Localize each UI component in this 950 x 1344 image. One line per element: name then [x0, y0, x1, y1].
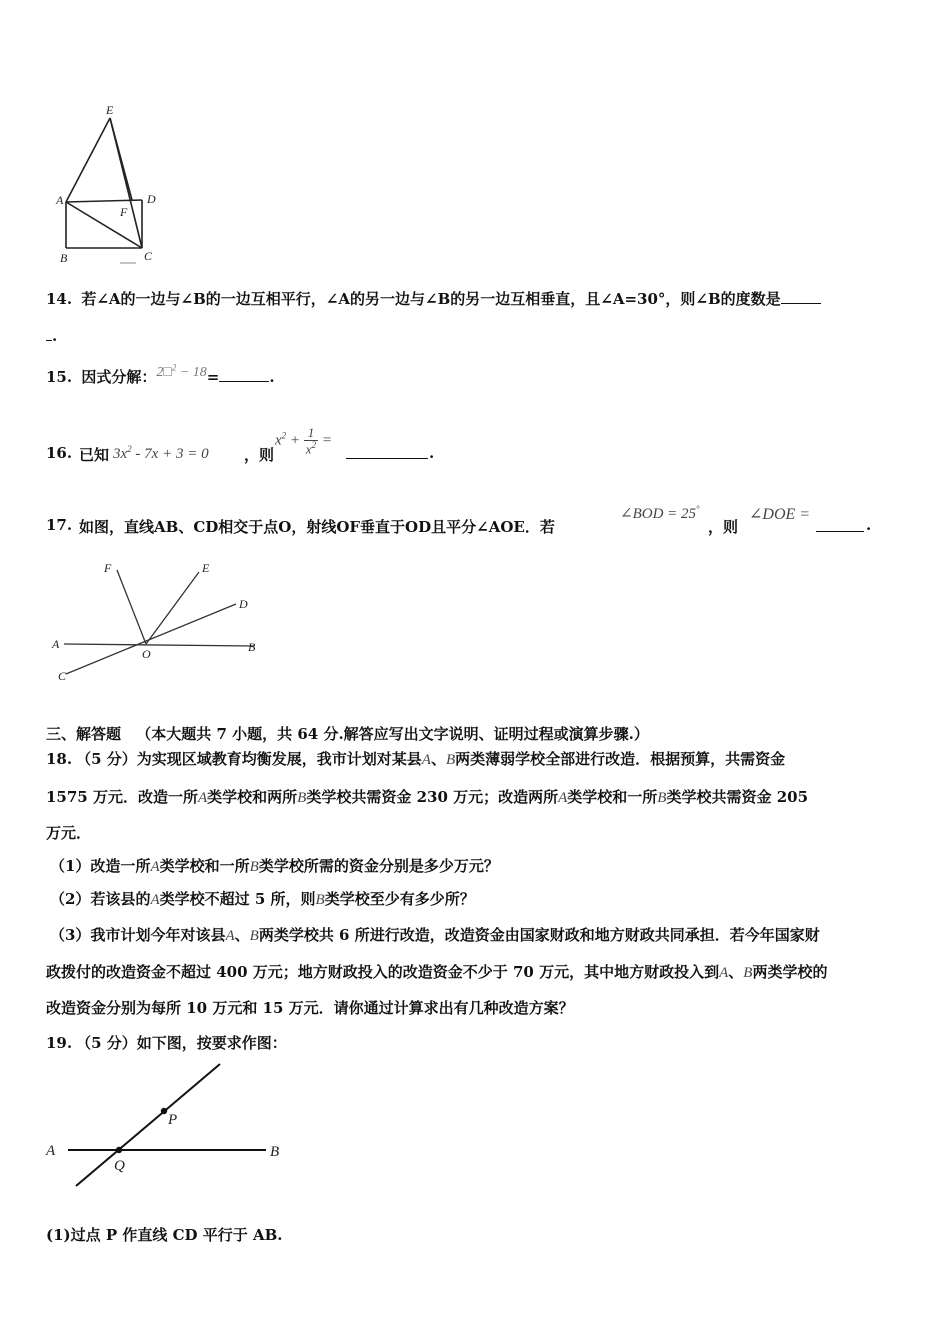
question-number: 15.	[46, 368, 73, 386]
question-18-line-1: 18. （5 分）为实现区域教育均衡发展，我市计划对某县A、B两类薄弱学校全部进行改造．根据预算，共需资金	[46, 750, 786, 768]
question-18-sub-2: （2）若该县的A类学校不超过 5 所，则B类学校至少有多少所？	[50, 890, 475, 908]
question-number: 18.	[46, 750, 73, 768]
question-text: 若∠A的一边与∠B的一边互相平行，∠A的另一边与∠B的另一边互相垂直，且∠A=30°，则∠B的度数是	[81, 290, 781, 308]
point-q[interactable]	[116, 1147, 122, 1153]
question-score: （5 分）	[76, 750, 137, 768]
label-a: A	[56, 193, 64, 207]
question-19-sub-1: (1)过点 P 作直线 CD 平行于 AB.	[46, 1226, 283, 1244]
question-18-sub-3-line-1: （3）我市计划今年对该县A、B两类学校共 6 所进行改造，改造资金由国家财政和地方财政共同承担．若今年国家财	[50, 926, 820, 944]
question-text: 已知	[79, 446, 110, 464]
question-19	[46, 1032, 287, 1053]
question-text: 如图，直线AB、CD相交于点O，射线OF垂直于OD且平分∠AOE．若	[79, 518, 555, 536]
question-number: 19.	[46, 1034, 73, 1052]
question-18-line-2: 1575 万元．改造一所A类学校和两所B类学校共需资金 230 万元；改造两所A类学校和一所B类学校共需资金 205	[46, 788, 809, 806]
geometry-figure-q13	[52, 100, 162, 268]
label-a: A	[52, 637, 60, 651]
label-b: B	[270, 1144, 280, 1160]
label-b: B	[60, 251, 68, 265]
question-15: 15. 因式分解：2□$^2$ − 18= .	[46, 362, 275, 386]
label-c: C	[58, 669, 67, 683]
question-text: 如下图，按要求作图：	[136, 1034, 287, 1052]
equation: $3x^2 - 7x + 3 = 0$	[113, 444, 209, 462]
point-p[interactable]	[161, 1108, 167, 1114]
expression: 2□$^2$ − 18	[156, 362, 207, 380]
expression: $x^2$ + $\frac{1}{x^2}$ =	[275, 425, 332, 456]
label-e: E	[202, 561, 210, 575]
asked-angle: ∠DOE =	[749, 506, 811, 523]
question-18-line-3: 万元．	[46, 824, 92, 842]
label-o: O	[142, 647, 151, 661]
question-18-sub-1: （1）改造一所A类学校和一所B类学校所需的资金分别是多少万元？	[50, 857, 499, 875]
question-14	[46, 288, 821, 309]
answer-blank[interactable]	[219, 367, 269, 382]
answer-blank[interactable]	[346, 444, 428, 459]
question-number: 14.	[46, 290, 73, 308]
section-title: 三、解答题	[46, 725, 122, 743]
question-18-sub-3-line-3: 改造资金分别为每所 10 万元和 15 万元．请你通过计算求出有几种改造方案？	[46, 999, 574, 1017]
label-a: A	[46, 1143, 56, 1159]
given-angle: ∠BOD = 25°	[620, 504, 700, 522]
question-number: 16.	[46, 444, 73, 462]
question-text: 因式分解：	[81, 368, 157, 386]
label-f: F	[120, 205, 128, 219]
question-18-sub-3-line-2: 政拨付的改造资金不超过 400 万元；地方财政投入的改造资金不少于 70 万元，其中地方财政投入到A、B两类学校的	[46, 963, 828, 981]
geometry-figure-q17	[44, 556, 274, 686]
label-q: Q	[114, 1158, 125, 1174]
answer-blank[interactable]	[816, 517, 864, 532]
label-c: C	[144, 249, 153, 263]
section-heading	[46, 723, 649, 744]
question-number: 17.	[46, 516, 73, 534]
question-score: （5 分）	[76, 1034, 137, 1052]
label-d: D	[147, 192, 156, 206]
label-b: B	[248, 640, 256, 654]
label-e: E	[106, 103, 114, 117]
fraction: $\frac{1}{x^2}$	[305, 425, 317, 456]
label-d: D	[239, 597, 248, 611]
answer-blank[interactable]	[781, 289, 821, 304]
geometry-figure-q19	[40, 1058, 300, 1198]
label-f: F	[104, 561, 112, 575]
label-p: P	[168, 1112, 178, 1128]
section-note: （本大题共 7 小题，共 64 分.解答应写出文字说明、证明过程或演算步骤.）	[136, 725, 649, 743]
question-14-tail: .	[46, 326, 57, 345]
